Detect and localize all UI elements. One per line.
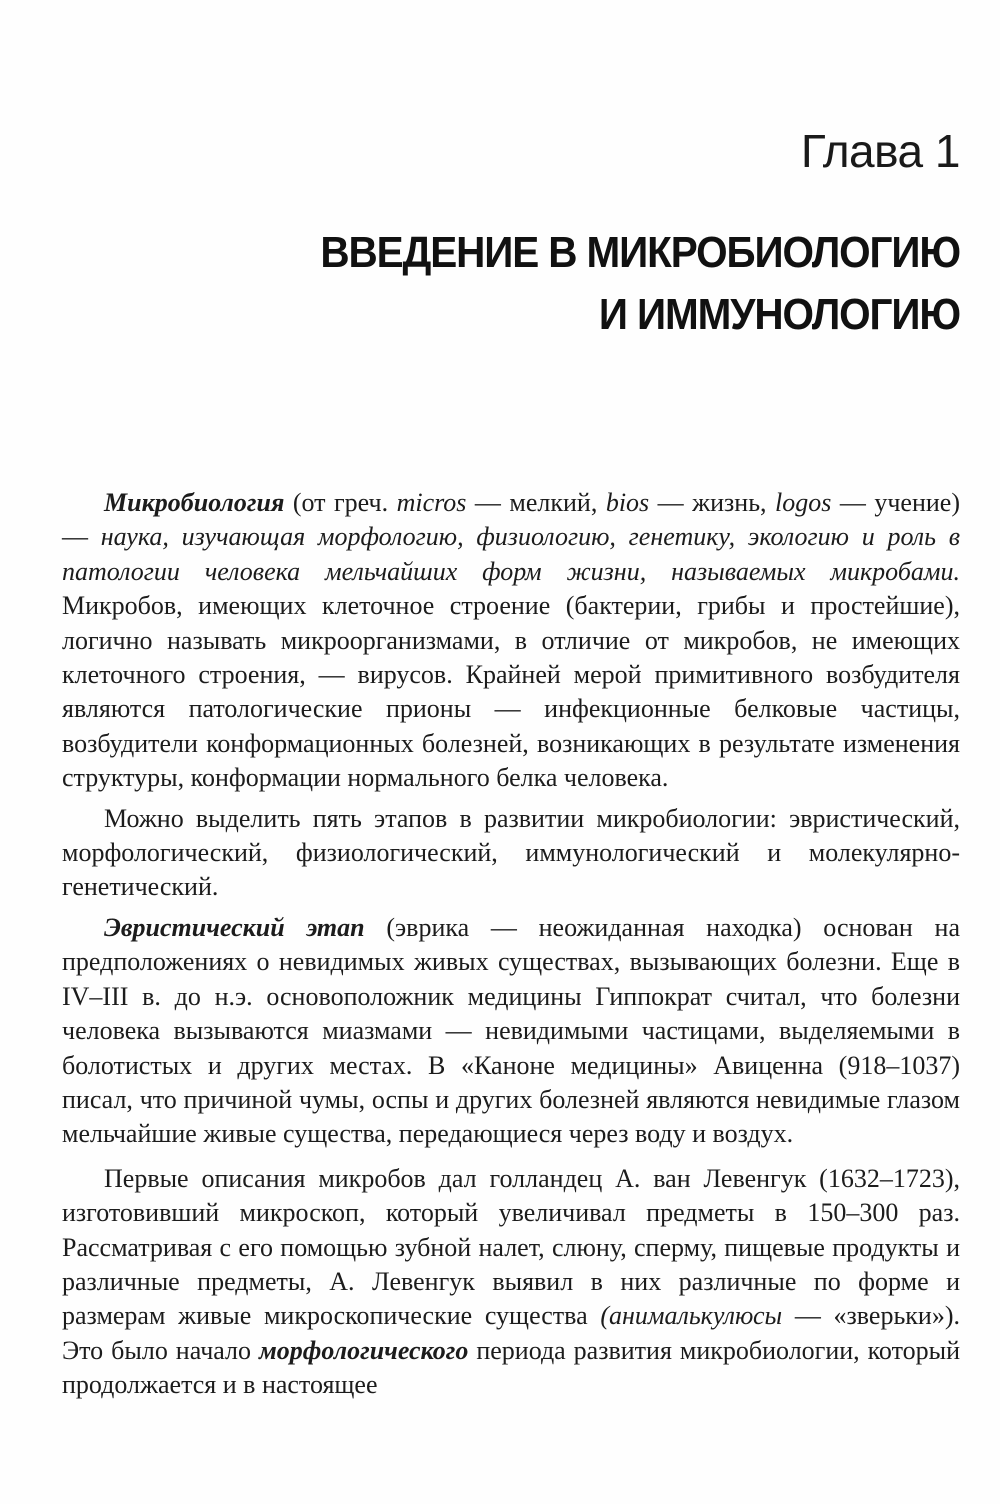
greek-word: logos — [775, 488, 832, 517]
italic-term: (анималькулюсы — [600, 1301, 783, 1331]
chapter-number: Глава 1 — [800, 125, 960, 177]
paragraph-definition — [62, 486, 960, 796]
text-run: — учение) — — [62, 488, 960, 552]
text-run: — «зверьки»). Это было начало — [62, 1301, 961, 1365]
paragraph-leeuwenhoek — [62, 1162, 960, 1403]
text-run: Микробов, имеющих клеточное строение (бактерии, грибы и простейшие), логично называть микроорганизмами, в отличие от микробов, не имеющих клеточного строения, — вирусов. Крайней мерой примитивного возбудителя являются патологические прионы — инфекционные белковые частицы, возбудители конформационных болезней, возникающих в результате изменения структуры, конформации нормального белка человека. — [62, 591, 960, 793]
greek-word: micros — [396, 488, 467, 517]
term-microbiology: Микробиология — [104, 488, 285, 517]
text-run: (от греч. — [284, 488, 397, 517]
text-run: Первые описания микробов дал голландец А. ван Левенгук (1632–1723), изготовивший микроскоп, который увеличивал предметы в 150–300 раз. Рассматривая с его помощью зубной налет, слюну, сперму, пищевые продукты и различные предметы, А. Левенгук выявил в них различные по форме и размерам живые микроскопические существа — [62, 1163, 960, 1331]
term-heuristic-stage: Эвристический этап — [104, 912, 365, 942]
paragraph-heuristic-stage — [62, 911, 960, 1152]
greek-word: bios — [605, 488, 650, 517]
chapter-title-line-1: ВВЕДЕНИЕ В МИКРОБИОЛОГИЮ — [320, 228, 960, 277]
term-morphological: морфологического — [259, 1335, 469, 1365]
body-text — [62, 486, 960, 1409]
definition-text: наука, изучающая морфологию, физиологию, генетику, экологию и роль в патологии человека мельчайших форм жизни, называемых микробами. — [62, 522, 960, 586]
chapter-title — [316, 222, 960, 346]
text-run: — жизнь, — [649, 488, 776, 517]
text-run: (эврика — неожиданная находка) основан на предположениях о невидимых живых существах, вызывающих болезни. Еще в IV–III в. до н.э. основоположник медицины Гиппократ считал, что болезни человека вызываются миазмами — невидимыми частицами, выделяемыми в болотистых и других местах. В «Каноне медицины» Авиценна (918–1037) писал, что причиной чумы, оспы и других болезней являются невидимые глазом мельчайшие живые существа, передающиеся через воду и воздух. — [62, 912, 960, 1149]
paragraph-stages: Можно выделить пять этапов в развитии микробиологии: эвристический, морфологический, физиологический, иммунологический и молекулярно-генетический. — [62, 803, 960, 902]
chapter-title-line-2: И ИММУНОЛОГИЮ — [598, 290, 960, 339]
text-run: периода развития микробиологии, который продолжается и в настоящее — [62, 1335, 960, 1400]
text-run: — мелкий, — [466, 488, 606, 517]
